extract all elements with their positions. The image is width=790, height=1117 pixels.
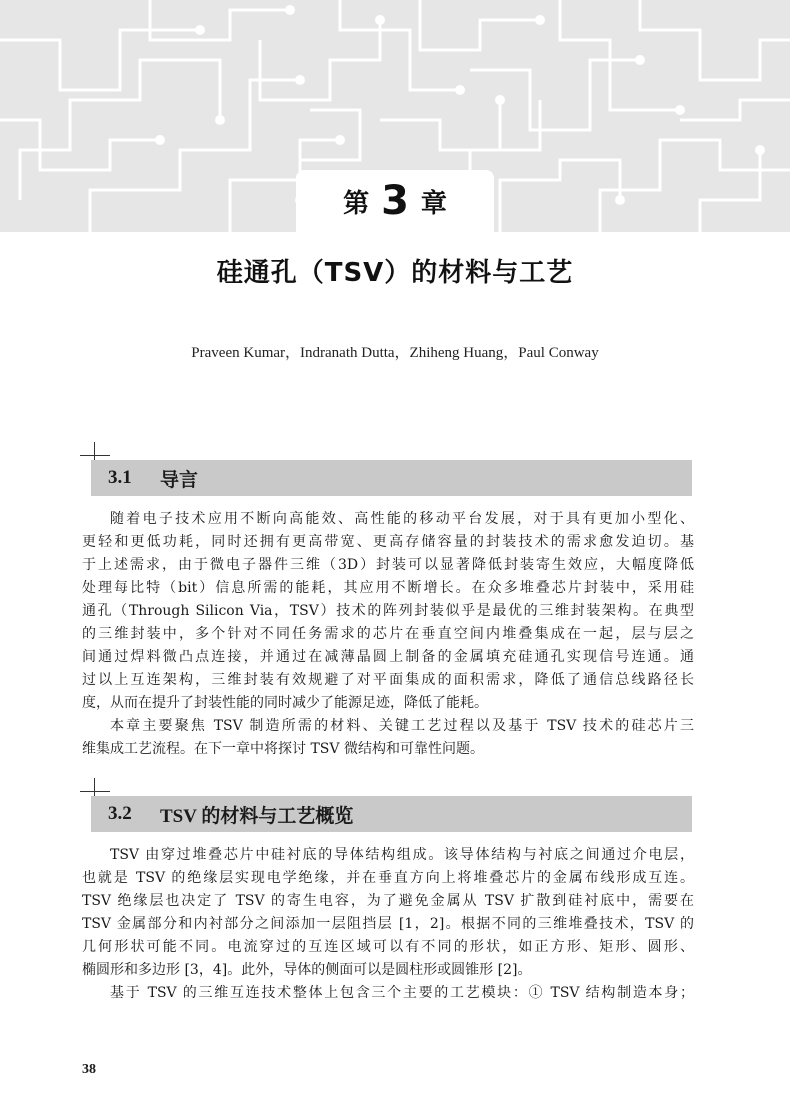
text-line: TSV 金属部分和内衬部分之间添加一层阻挡层 [1，2]。根据不同的三维堆叠技术，TSV 的 (82, 916, 694, 932)
chapter-number: 3 (381, 178, 409, 224)
text-line: 度，从而在提升了封装性能的同时减少了能源足迹，降低了能耗。 (82, 695, 488, 711)
authors-line: Praveen Kumar，Indranath Dutta，Zhiheng Huang，Paul Conway (191, 345, 599, 361)
text-line: 随着电子技术应用不断向高能效、高性能的移动平台发展，对于具有更加小型化、 (110, 511, 694, 527)
text-line: 也就是 TSV 的绝缘层实现电学绝缘，并在垂直方向上将堆叠芯片的金属布线形成互连。 (82, 870, 694, 886)
section-heading-3-1 (91, 460, 692, 496)
chapter-prefix: 第 (343, 188, 370, 219)
text-line: 本章主要聚焦 TSV 制造所需的材料、关键工艺过程以及基于 TSV 技术的硅芯片三 (110, 718, 694, 734)
text-line: 处理每比特（bit）信息所需的能耗，其应用不断增长。在众多堆叠芯片封装中，采用硅 (82, 580, 694, 596)
section-title: TSV 的材料与工艺概览 (160, 805, 354, 827)
page-number: 38 (82, 1062, 96, 1077)
section-3-2-body (82, 844, 694, 1005)
chapter-banner (0, 0, 790, 232)
text-line: 维集成工艺流程。在下一章中将探讨 TSV 微结构和可靠性问题。 (82, 741, 484, 757)
chapter-suffix: 章 (420, 188, 447, 219)
text-line: 椭圆形和多边形 [3，4]。此外，导体的侧面可以是圆柱形或圆锥形 [2]。 (82, 962, 532, 978)
section-heading-3-2 (91, 796, 692, 832)
section-title: 导言 (160, 469, 199, 491)
text-line: 更轻和更低功耗，同时还拥有更高带宽、更高存储容量的封装技术的需求愈发迫切。基 (82, 534, 694, 550)
text-line: 过以上互连架构，三维封装有效规避了对平面集成的面积需求，降低了通信总线路径长 (82, 672, 694, 688)
text-line: 几何形状可能不同。电流穿过的互连区域可以有不同的形状，如正方形、矩形、圆形、 (82, 939, 694, 955)
text-line: 于上述需求，由于微电子器件三维（3D）封装可以显著降低封装寄生效应，大幅度降低 (82, 557, 694, 573)
section-number: 3.2 (108, 803, 132, 824)
text-line: 的三维封装中，多个针对不同任务需求的芯片在垂直空间内堆叠集成在一起，层与层之 (82, 626, 694, 642)
section-number: 3.1 (108, 467, 132, 488)
text-line: TSV 由穿过堆叠芯片中硅衬底的导体结构组成。该导体结构与衬底之间通过介电层， (110, 847, 694, 863)
text-line: 通孔（Through Silicon Via，TSV）技术的阵列封装似乎是最优的三维封装架构。在典型 (82, 603, 694, 619)
section-corner-mark (80, 455, 110, 456)
chapter-number-tab (296, 170, 494, 232)
section-corner-mark (80, 791, 110, 792)
text-line: TSV 绝缘层也决定了 TSV 的寄生电容，为了避免金属从 TSV 扩散到硅衬底中，需要在 (82, 893, 694, 909)
section-3-1-body (82, 508, 694, 761)
text-line: 间通过焊料微凸点连接，并通过在减薄晶圆上制备的金属填充硅通孔实现信号连通。通 (82, 649, 694, 665)
chapter-title: 硅通孔（TSV）的材料与工艺 (216, 258, 574, 288)
text-line: 基于 TSV 的三维互连技术整体上包含三个主要的工艺模块：① TSV 结构制造本身； (110, 985, 694, 1001)
